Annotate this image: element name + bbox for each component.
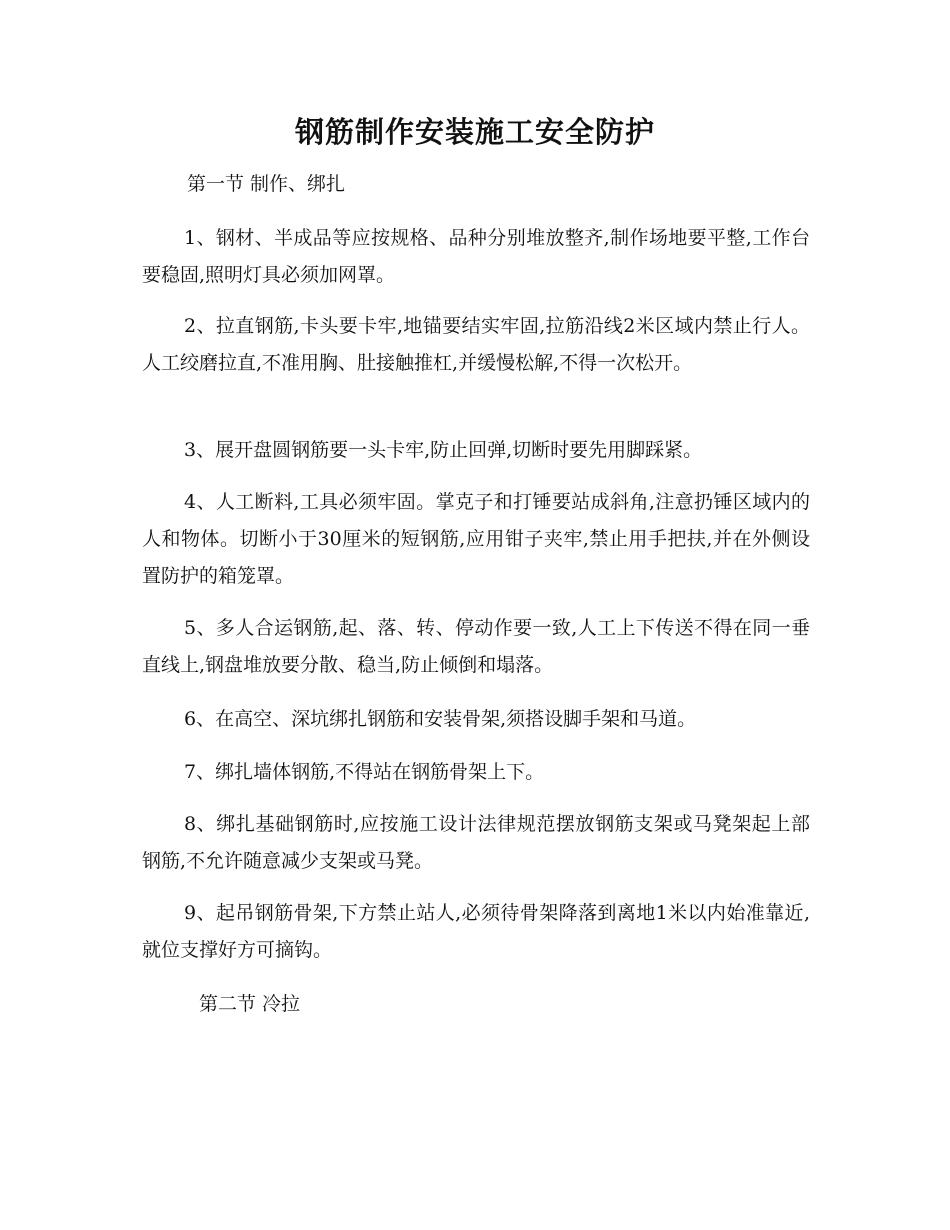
- paragraph-5: 5、多人合运钢筋,起、落、转、停动作要一致,人工上下传送不得在同一垂直线上,钢盘堆放要分散、稳当,防止倾倒和塌落。: [142, 617, 810, 676]
- paragraph-7: 7、绑扎墙体钢筋,不得站在钢筋骨架上下。: [184, 761, 545, 783]
- paragraph-3: 3、展开盘圆钢筋要一头卡牢,防止回弹,切断时要先用脚踩紧。: [184, 439, 703, 461]
- section-heading-cold-drawing: 第二节 冷拉: [199, 993, 301, 1015]
- paragraph-6: 6、在高空、深坑绑扎钢筋和安装骨架,须搭设脚手架和马道。: [184, 708, 697, 730]
- paragraph-4: 4、人工断料,工具必须牢固。掌克子和打锤要站成斜角,注意扔锤区域内的人和物体。切断小于30厘米的短钢筋,应用钳子夹牢,禁止用手把扶,并在外侧设置防护的箱笼罩。: [142, 491, 810, 587]
- paragraph-2: 2、拉直钢筋,卡头要卡牢,地锚要结实牢固,拉筋沿线2米区域内禁止行人。人工绞磨拉直,不准用胸、肚接触推杠,并缓慢松解,不得一次松开。: [142, 315, 810, 374]
- document-title: 钢筋制作安装施工安全防护: [294, 115, 655, 149]
- paragraph-1: 1、钢材、半成品等应按规格、品种分别堆放整齐,制作场地要平整,工作台要稳固,照明灯具必须加网罩。: [142, 227, 810, 286]
- paragraph-9: 9、起吊钢筋骨架,下方禁止站人,必须待骨架降落到离地1米以内始准靠近,就位支撑好方可摘钩。: [142, 902, 810, 961]
- section-heading-production-binding: 第一节 制作、绑扎: [187, 173, 346, 195]
- paragraph-8: 8、绑扎基础钢筋时,应按施工设计法律规范摆放钢筋支架或马凳架起上部钢筋,不允许随意减少支架或马凳。: [142, 813, 810, 872]
